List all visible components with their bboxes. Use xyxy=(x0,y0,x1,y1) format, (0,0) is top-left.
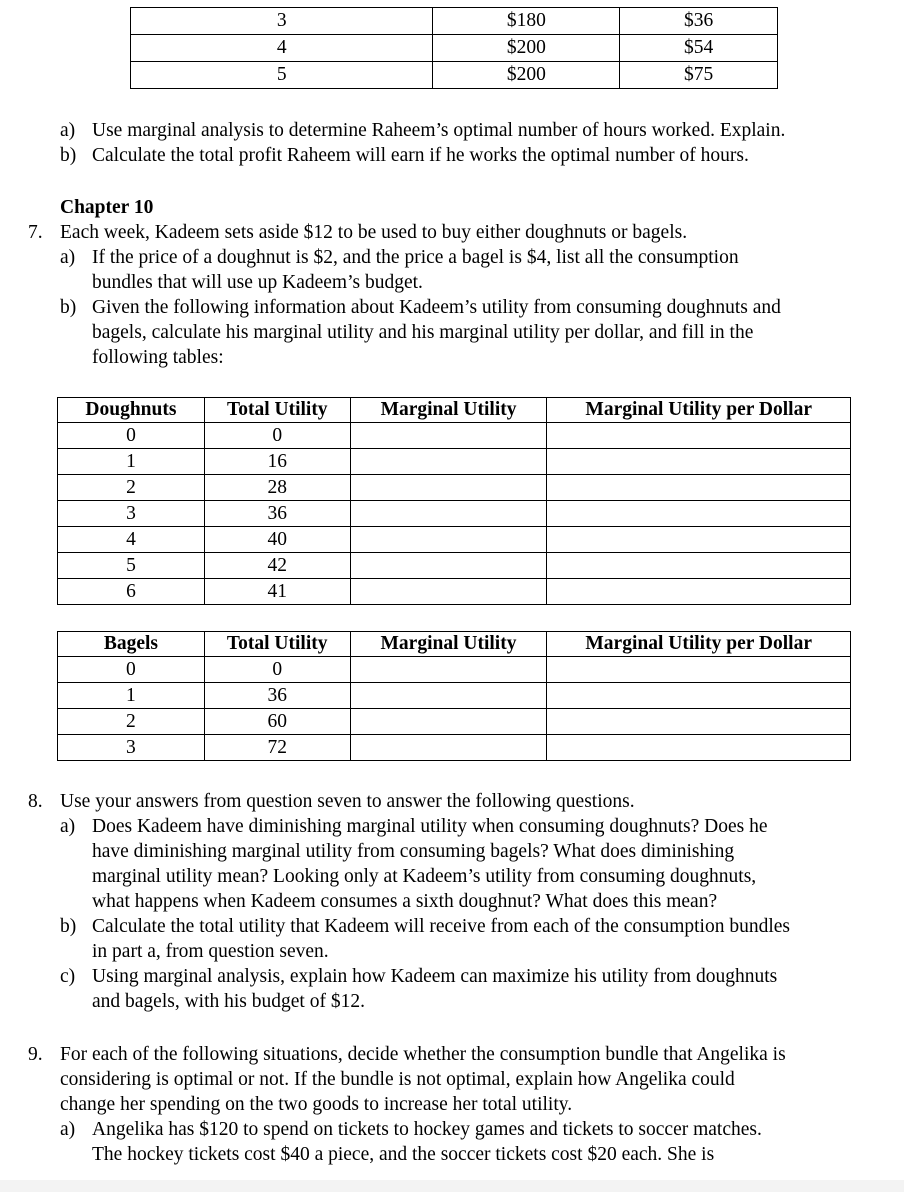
blank-answer-cell[interactable] xyxy=(350,683,547,709)
table-row xyxy=(58,579,851,605)
table-cell: $36 xyxy=(620,8,778,35)
table-cell: 36 xyxy=(204,501,350,527)
table-row xyxy=(131,8,778,35)
blank-answer-cell[interactable] xyxy=(350,423,547,449)
text-line: following tables: xyxy=(92,347,224,368)
blank-answer-cell[interactable] xyxy=(547,501,851,527)
table-cell: 60 xyxy=(204,709,350,735)
q6-part-b: Calculate the total profit Raheem will earn if he works the optimal number of hours. xyxy=(92,145,749,166)
part-label: b) xyxy=(60,916,77,937)
table-cell: 2 xyxy=(58,475,205,501)
blank-answer-cell[interactable] xyxy=(547,423,851,449)
blank-answer-cell[interactable] xyxy=(350,735,547,761)
question-8 xyxy=(28,789,790,1014)
table-cell: 6 xyxy=(58,579,205,605)
q8-part-b xyxy=(60,914,790,964)
text-line: Using marginal analysis, explain how Kadeem can maximize his utility from doughnuts xyxy=(92,966,778,987)
question-text: Each week, Kadeem sets aside $12 to be used to buy either doughnuts or bagels. xyxy=(60,222,688,243)
part-label: b) xyxy=(60,297,77,318)
table-row xyxy=(58,553,851,579)
table-cell: 0 xyxy=(58,423,205,449)
blank-answer-cell[interactable] xyxy=(350,657,547,683)
q7-part-a xyxy=(60,245,781,295)
text-line: and bagels, with his budget of $12. xyxy=(92,991,365,1012)
table-cell: 3 xyxy=(58,735,205,761)
table-cell: $75 xyxy=(620,62,778,89)
blank-answer-cell[interactable] xyxy=(547,709,851,735)
text-line: For each of the following situations, decide whether the consumption bundle that Angelika is xyxy=(60,1044,786,1065)
text-line: have diminishing marginal utility from consuming bagels? What does diminishing xyxy=(92,841,735,862)
table-row xyxy=(58,709,851,735)
blank-answer-cell[interactable] xyxy=(350,501,547,527)
blank-answer-cell[interactable] xyxy=(547,735,851,761)
bagels-utility-table xyxy=(57,631,851,761)
blank-answer-cell[interactable] xyxy=(547,683,851,709)
q6-part-a: Use marginal analysis to determine Raheem’s optimal number of hours worked. Explain. xyxy=(92,120,786,141)
table-cell: 40 xyxy=(204,527,350,553)
text-line: bundles that will use up Kadeem’s budget. xyxy=(92,272,423,293)
table-cell: $180 xyxy=(433,8,620,35)
blank-answer-cell[interactable] xyxy=(547,657,851,683)
table-cell: 0 xyxy=(204,657,350,683)
question-text: Use your answers from question seven to answer the following questions. xyxy=(60,791,635,812)
column-header: Marginal Utility xyxy=(350,632,547,657)
table-row xyxy=(58,475,851,501)
table-row xyxy=(131,35,778,62)
table-cell: 72 xyxy=(204,735,350,761)
column-header: Marginal Utility per Dollar xyxy=(547,632,851,657)
chapter-heading: Chapter 10 xyxy=(60,197,154,218)
table-cell: 4 xyxy=(58,527,205,553)
table-cell: $54 xyxy=(620,35,778,62)
doughnuts-utility-table xyxy=(57,397,851,605)
part-label: a) xyxy=(60,1119,76,1140)
part-label: a) xyxy=(60,120,76,141)
table-cell: 1 xyxy=(58,683,205,709)
table-cell: $200 xyxy=(433,62,620,89)
blank-answer-cell[interactable] xyxy=(350,527,547,553)
q8-part-a xyxy=(60,814,790,914)
part-label: c) xyxy=(60,966,76,987)
table-cell: 41 xyxy=(204,579,350,605)
hours-profit-table xyxy=(130,7,778,89)
table-cell: 16 xyxy=(204,449,350,475)
column-header: Total Utility xyxy=(204,398,350,423)
q7-part-b xyxy=(60,295,781,370)
blank-answer-cell[interactable] xyxy=(547,449,851,475)
column-header: Bagels xyxy=(58,632,205,657)
part-label: a) xyxy=(60,816,76,837)
column-header: Doughnuts xyxy=(58,398,205,423)
table-row xyxy=(131,62,778,89)
text-line: considering is optimal or not. If the bundle is not optimal, explain how Angelika could xyxy=(60,1069,735,1090)
text-line: bagels, calculate his marginal utility and his marginal utility per dollar, and fill in the xyxy=(92,322,754,343)
column-header: Total Utility xyxy=(204,632,350,657)
page-bottom-edge xyxy=(0,1180,904,1192)
table-cell: 28 xyxy=(204,475,350,501)
table-cell: 3 xyxy=(58,501,205,527)
table-row xyxy=(58,501,851,527)
blank-answer-cell[interactable] xyxy=(350,449,547,475)
text-line: what happens when Kadeem consumes a sixth doughnut? What does this mean? xyxy=(92,891,718,912)
text-line: in part a, from question seven. xyxy=(92,941,329,962)
question-number: 9. xyxy=(28,1044,43,1065)
blank-answer-cell[interactable] xyxy=(350,579,547,605)
table-cell: 0 xyxy=(58,657,205,683)
table-row xyxy=(58,527,851,553)
q8-part-c xyxy=(60,964,790,1014)
blank-answer-cell[interactable] xyxy=(350,709,547,735)
column-header: Marginal Utility per Dollar xyxy=(547,398,851,423)
blank-answer-cell[interactable] xyxy=(350,475,547,501)
question-9 xyxy=(28,1042,786,1167)
part-label: b) xyxy=(60,145,77,166)
text-line: If the price of a doughnut is $2, and the price a bagel is $4, list all the consumption xyxy=(92,247,739,268)
table-cell: 42 xyxy=(204,553,350,579)
text-line: Given the following information about Kadeem’s utility from consuming doughnuts and xyxy=(92,297,781,318)
table-row xyxy=(58,657,851,683)
question-7 xyxy=(28,220,781,370)
text-line: Angelika has $120 to spend on tickets to hockey games and tickets to soccer matches. xyxy=(92,1119,762,1140)
text-line: marginal utility mean? Looking only at Kadeem’s utility from consuming doughnuts, xyxy=(92,866,757,887)
text-line: Does Kadeem have diminishing marginal utility when consuming doughnuts? Does he xyxy=(92,816,768,837)
question-number: 7. xyxy=(28,222,43,243)
q6-parts xyxy=(60,118,785,168)
table-cell: 1 xyxy=(58,449,205,475)
blank-answer-cell[interactable] xyxy=(350,553,547,579)
table-row xyxy=(58,683,851,709)
q9-part-a xyxy=(60,1117,786,1167)
table-cell: 4 xyxy=(131,35,433,62)
table-cell: $200 xyxy=(433,35,620,62)
table-cell: 0 xyxy=(204,423,350,449)
table-cell: 3 xyxy=(131,8,433,35)
text-line: The hockey tickets cost $40 a piece, and the soccer tickets cost $20 each. She is xyxy=(92,1144,715,1165)
blank-answer-cell[interactable] xyxy=(547,579,851,605)
blank-answer-cell[interactable] xyxy=(547,475,851,501)
question-number: 8. xyxy=(28,791,43,812)
table-cell: 36 xyxy=(204,683,350,709)
table-row xyxy=(58,449,851,475)
table-cell: 2 xyxy=(58,709,205,735)
table-row xyxy=(58,423,851,449)
text-line: change her spending on the two goods to increase her total utility. xyxy=(60,1094,573,1115)
table-cell: 5 xyxy=(58,553,205,579)
table-row xyxy=(58,735,851,761)
part-label: a) xyxy=(60,247,76,268)
blank-answer-cell[interactable] xyxy=(547,527,851,553)
blank-answer-cell[interactable] xyxy=(547,553,851,579)
table-cell: 5 xyxy=(131,62,433,89)
column-header: Marginal Utility xyxy=(350,398,547,423)
text-line: Calculate the total utility that Kadeem will receive from each of the consumption bundles xyxy=(92,916,790,937)
